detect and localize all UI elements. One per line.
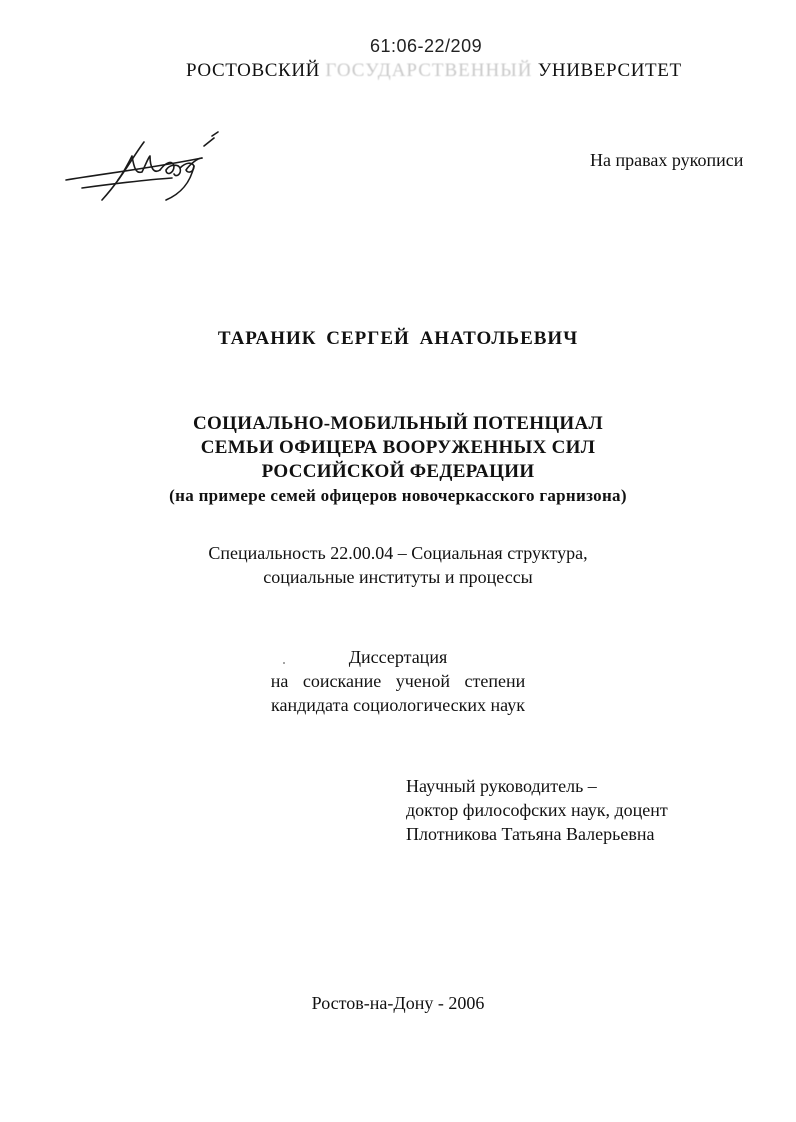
signature-stroke xyxy=(204,138,214,146)
supervisor-line: доктор философских наук, доцент xyxy=(406,800,668,820)
signature-stroke xyxy=(82,178,172,188)
title-subtitle: (на примере семей офицеров новочеркасского гарнизона) xyxy=(169,486,627,505)
university-name-suffix: УНИВЕРСИТЕТ xyxy=(532,60,682,81)
dissertation-title xyxy=(0,412,796,508)
manuscript-rights-note: На правах рукописи xyxy=(590,150,744,170)
university-name xyxy=(186,60,682,82)
title-line: СОЦИАЛЬНО-МОБИЛЬНЫЙ ПОТЕНЦИАЛ xyxy=(193,413,603,434)
title-line: РОССИЙСКОЙ ФЕДЕРАЦИИ xyxy=(261,461,535,482)
degree-line: Диссертация xyxy=(348,647,448,667)
signature-stroke xyxy=(66,158,202,180)
specialty-line: Специальность 22.00.04 – Социальная структура, xyxy=(208,543,588,563)
author-name: ТАРАНИК СЕРГЕЙ АНАТОЛЬЕВИЧ xyxy=(217,328,579,349)
supervisor-line: Плотникова Татьяна Валерьевна xyxy=(406,824,655,844)
university-name-prefix: РОСТОВСКИЙ xyxy=(186,60,326,81)
degree-line: на соискание ученой степени xyxy=(270,671,526,691)
signature-stroke xyxy=(118,156,160,180)
supervisor-line: Научный руководитель – xyxy=(406,776,597,796)
university-name-faded: ГОСУДАРСТВЕННЫЙ xyxy=(325,60,533,81)
specialty-line: социальные институты и процессы xyxy=(263,567,533,587)
signature-stroke xyxy=(212,132,218,136)
degree-block xyxy=(0,645,796,717)
supervisor-block xyxy=(406,774,668,846)
handwritten-signature xyxy=(62,128,222,208)
archive-stamp-number: 61:06-22/209 xyxy=(370,36,483,56)
title-line: СЕМЬИ ОФИЦЕРА ВООРУЖЕННЫХ СИЛ xyxy=(200,437,596,458)
specialty-block xyxy=(0,541,796,589)
city-and-year: Ростов-на-Дону - 2006 xyxy=(311,993,485,1013)
degree-line: кандидата социологических наук xyxy=(271,695,525,715)
